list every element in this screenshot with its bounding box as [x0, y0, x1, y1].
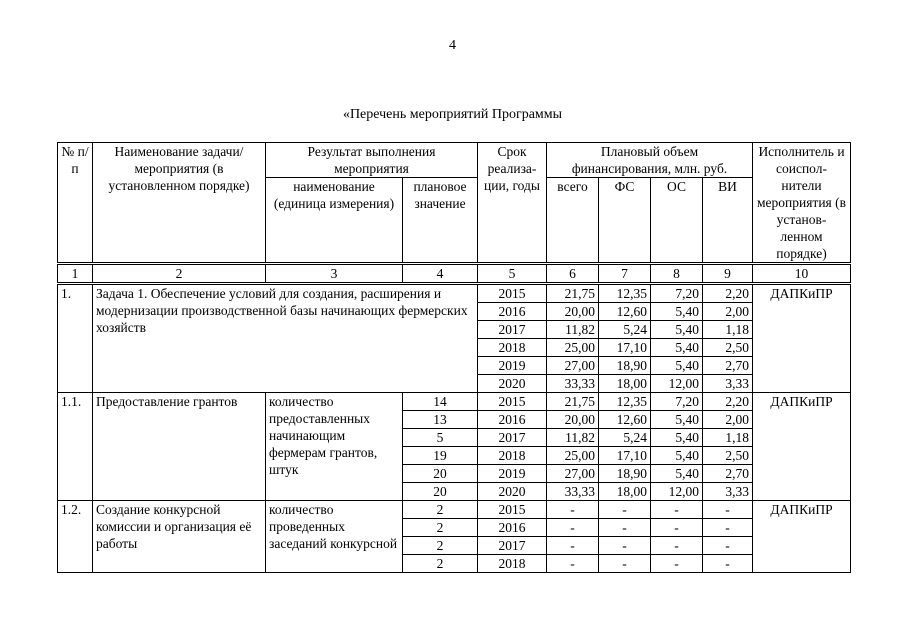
- column-number: 3: [266, 264, 403, 284]
- header-name: Наименование задачи/мероприятия (в установленном порядке): [93, 143, 266, 264]
- column-number: 7: [599, 264, 651, 284]
- total-cell: -: [547, 555, 599, 573]
- fs-cell: 18,00: [599, 483, 651, 501]
- vi-cell: 1,18: [703, 321, 753, 339]
- page-number: 4: [449, 38, 456, 53]
- os-cell: 5,40: [651, 339, 703, 357]
- total-cell: 11,82: [547, 321, 599, 339]
- column-number: 5: [478, 264, 547, 284]
- year-cell: 2016: [478, 303, 547, 321]
- total-cell: 21,75: [547, 393, 599, 411]
- fs-cell: -: [599, 537, 651, 555]
- column-number: 10: [753, 264, 851, 284]
- year-cell: 2018: [478, 447, 547, 465]
- vi-cell: 1,18: [703, 429, 753, 447]
- planned-value: 2: [403, 519, 478, 537]
- vi-cell: 2,20: [703, 284, 753, 303]
- vi-cell: -: [703, 555, 753, 573]
- header-term: Срок реализа- ции, годы: [478, 143, 547, 264]
- column-number: 8: [651, 264, 703, 284]
- vi-cell: 2,20: [703, 393, 753, 411]
- fs-cell: 18,00: [599, 375, 651, 393]
- header-executor: Исполнитель и соиспол- нители мероприятия (в установ- ленном порядке): [753, 143, 851, 264]
- result-name: количество проведенных заседаний конкурсной: [266, 501, 403, 573]
- fs-cell: 18,90: [599, 357, 651, 375]
- vi-cell: 2,50: [703, 339, 753, 357]
- vi-cell: 2,00: [703, 303, 753, 321]
- planned-value: 14: [403, 393, 478, 411]
- header-row-top: [58, 143, 851, 178]
- fs-cell: -: [599, 555, 651, 573]
- year-cell: 2020: [478, 375, 547, 393]
- planned-value: 2: [403, 537, 478, 555]
- year-cell: 2016: [478, 411, 547, 429]
- os-cell: 7,20: [651, 284, 703, 303]
- column-number: 6: [547, 264, 599, 284]
- vi-cell: 2,70: [703, 357, 753, 375]
- year-cell: 2015: [478, 501, 547, 519]
- planned-value: 13: [403, 411, 478, 429]
- executor-cell: ДАПКиПР: [753, 393, 851, 501]
- os-cell: 5,40: [651, 465, 703, 483]
- column-number-row: [58, 264, 851, 284]
- executor-cell: ДАПКиПР: [753, 284, 851, 393]
- column-number: 2: [93, 264, 266, 284]
- planned-value: 2: [403, 501, 478, 519]
- planned-value: 20: [403, 465, 478, 483]
- vi-cell: 3,33: [703, 375, 753, 393]
- os-cell: 5,40: [651, 321, 703, 339]
- os-cell: -: [651, 555, 703, 573]
- table-row: [58, 393, 851, 411]
- total-cell: 25,00: [547, 447, 599, 465]
- total-cell: -: [547, 501, 599, 519]
- executor-cell: ДАПКиПР: [753, 501, 851, 573]
- total-cell: 20,00: [547, 303, 599, 321]
- year-cell: 2017: [478, 429, 547, 447]
- os-cell: 5,40: [651, 447, 703, 465]
- planned-value: 5: [403, 429, 478, 447]
- header-result-value: плановое значение: [403, 178, 478, 264]
- total-cell: -: [547, 519, 599, 537]
- os-cell: 12,00: [651, 483, 703, 501]
- total-cell: 33,33: [547, 375, 599, 393]
- fs-cell: 12,60: [599, 303, 651, 321]
- fs-cell: 5,24: [599, 321, 651, 339]
- os-cell: 5,40: [651, 357, 703, 375]
- header-total: всего: [547, 178, 599, 264]
- result-name: количество предоставленных начинающим фермерам грантов, штук: [266, 393, 403, 501]
- year-cell: 2018: [478, 339, 547, 357]
- table-row: [58, 501, 851, 519]
- os-cell: -: [651, 519, 703, 537]
- year-cell: 2019: [478, 465, 547, 483]
- column-number: 4: [403, 264, 478, 284]
- year-cell: 2020: [478, 483, 547, 501]
- vi-cell: 2,70: [703, 465, 753, 483]
- fs-cell: 5,24: [599, 429, 651, 447]
- os-cell: 5,40: [651, 429, 703, 447]
- measure-name: Создание конкурсной комиссии и организация её работы: [93, 501, 266, 573]
- measures-table: [57, 142, 851, 573]
- header-num: № п/п: [58, 143, 93, 264]
- header-fs: ФС: [599, 178, 651, 264]
- header-vi: ВИ: [703, 178, 753, 264]
- vi-cell: -: [703, 537, 753, 555]
- vi-cell: 2,00: [703, 411, 753, 429]
- task-name: Задача 1. Обеспечение условий для создания, расширения и модернизации производственной базы начинающих фермерских хозяйств: [93, 284, 478, 393]
- fs-cell: 17,10: [599, 447, 651, 465]
- vi-cell: 2,50: [703, 447, 753, 465]
- year-cell: 2015: [478, 284, 547, 303]
- fs-cell: -: [599, 519, 651, 537]
- fs-cell: 17,10: [599, 339, 651, 357]
- header-os: ОС: [651, 178, 703, 264]
- total-cell: 27,00: [547, 465, 599, 483]
- vi-cell: 3,33: [703, 483, 753, 501]
- total-cell: 11,82: [547, 429, 599, 447]
- planned-value: 19: [403, 447, 478, 465]
- year-cell: 2015: [478, 393, 547, 411]
- os-cell: 7,20: [651, 393, 703, 411]
- column-number: 9: [703, 264, 753, 284]
- year-cell: 2018: [478, 555, 547, 573]
- fs-cell: -: [599, 501, 651, 519]
- total-cell: 20,00: [547, 411, 599, 429]
- planned-value: 2: [403, 555, 478, 573]
- year-cell: 2019: [478, 357, 547, 375]
- total-cell: -: [547, 537, 599, 555]
- planned-value: 20: [403, 483, 478, 501]
- fs-cell: 12,35: [599, 284, 651, 303]
- os-cell: 5,40: [651, 411, 703, 429]
- header-result: Результат выполнения мероприятия: [266, 143, 478, 178]
- os-cell: 5,40: [651, 303, 703, 321]
- fs-cell: 18,90: [599, 465, 651, 483]
- header-funding: Плановый объем финансирования, млн. руб.: [547, 143, 753, 178]
- header-result-name: наименование (единица измерения): [266, 178, 403, 264]
- os-cell: -: [651, 501, 703, 519]
- os-cell: -: [651, 537, 703, 555]
- year-cell: 2017: [478, 321, 547, 339]
- fs-cell: 12,35: [599, 393, 651, 411]
- column-number: 1: [58, 264, 93, 284]
- table-row: [58, 284, 851, 303]
- year-cell: 2017: [478, 537, 547, 555]
- total-cell: 21,75: [547, 284, 599, 303]
- row-number: 1.1.: [58, 393, 93, 501]
- fs-cell: 12,60: [599, 411, 651, 429]
- total-cell: 33,33: [547, 483, 599, 501]
- vi-cell: -: [703, 501, 753, 519]
- total-cell: 27,00: [547, 357, 599, 375]
- row-number: 1.: [58, 284, 93, 393]
- total-cell: 25,00: [547, 339, 599, 357]
- vi-cell: -: [703, 519, 753, 537]
- year-cell: 2016: [478, 519, 547, 537]
- os-cell: 12,00: [651, 375, 703, 393]
- document-title: «Перечень мероприятий Программы: [342, 107, 563, 122]
- measure-name: Предоставление грантов: [93, 393, 266, 501]
- row-number: 1.2.: [58, 501, 93, 573]
